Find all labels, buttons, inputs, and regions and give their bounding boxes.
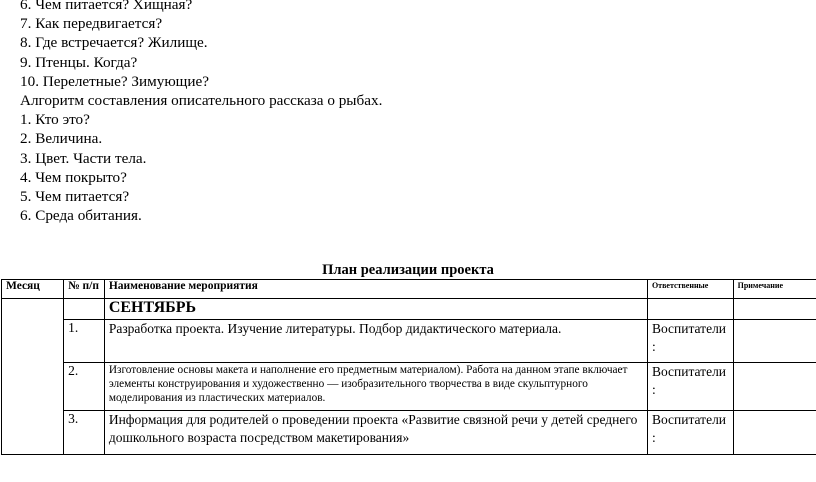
empty-cell — [64, 299, 105, 320]
text-line: 2. Величина. — [20, 130, 103, 148]
responsible-colon: : — [651, 339, 656, 354]
responsible-colon: : — [651, 430, 656, 445]
row-name: Изготовление основы макета и наполнение его предметным материалом). Работа на данном этапе включает элементы конструирования и художественно — изобразительного творчества в виде скульптурного моделирования из пластических материалов. — [104, 363, 647, 411]
header-responsible: Ответственные — [647, 280, 733, 299]
table-row — [2, 363, 816, 411]
table-header-row — [2, 280, 816, 299]
row-note — [733, 411, 816, 455]
table-row — [2, 411, 816, 455]
responsible-colon: : — [651, 382, 656, 397]
row-note — [733, 320, 816, 363]
text-line: 6. Чем питается? Хищная? — [20, 0, 193, 13]
row-responsible — [647, 320, 733, 363]
responsible-text: Воспитатели — [651, 364, 727, 379]
empty-cell — [733, 299, 816, 320]
text-line: 10. Перелетные? Зимующие? — [20, 72, 209, 90]
text-line: 1. Кто это? — [20, 111, 90, 129]
text-line: 9. Птенцы. Когда? — [20, 53, 138, 71]
row-number: 1. — [64, 320, 105, 363]
row-name: Информация для родителей о проведении проекта «Развитие связной речи у детей среднего дошкольного возраста посредством макетирования» — [104, 411, 647, 455]
empty-cell — [647, 299, 733, 320]
text-block — [20, 0, 382, 225]
plan-title: План реализации проекта — [322, 262, 494, 278]
responsible-text: Воспитатели — [651, 412, 727, 427]
header-num: № п/п — [64, 280, 105, 299]
row-name: Разработка проекта. Изучение литературы. Подбор дидактического материала. — [104, 320, 647, 363]
row-number: 3. — [64, 411, 105, 455]
section-heading: Алгоритм составления описательного рассказа о рыбах. — [20, 92, 383, 110]
header-month: Месяц — [2, 280, 64, 299]
row-note — [733, 363, 816, 411]
text-line: 5. Чем питается? — [20, 188, 130, 206]
header-note: Примечание — [733, 280, 816, 299]
month-label — [104, 299, 647, 320]
responsible-text: Воспитатели — [651, 321, 727, 336]
text-line: 6. Среда обитания. — [20, 207, 142, 225]
row-responsible — [647, 363, 733, 411]
table-row — [2, 320, 816, 363]
row-responsible — [647, 411, 733, 455]
table-row — [2, 299, 816, 320]
month-cell — [2, 299, 64, 455]
month-label-text: СЕНТЯБРЬ — [108, 299, 197, 316]
text-line: 8. Где встречается? Жилище. — [20, 34, 208, 52]
row-number: 2. — [64, 363, 105, 411]
text-line: 3. Цвет. Части тела. — [20, 149, 147, 167]
plan-table — [1, 279, 816, 455]
header-name: Наименование мероприятия — [104, 280, 647, 299]
text-line: 4. Чем покрыто? — [20, 168, 127, 186]
text-line: 7. Как передвигается? — [20, 15, 163, 33]
